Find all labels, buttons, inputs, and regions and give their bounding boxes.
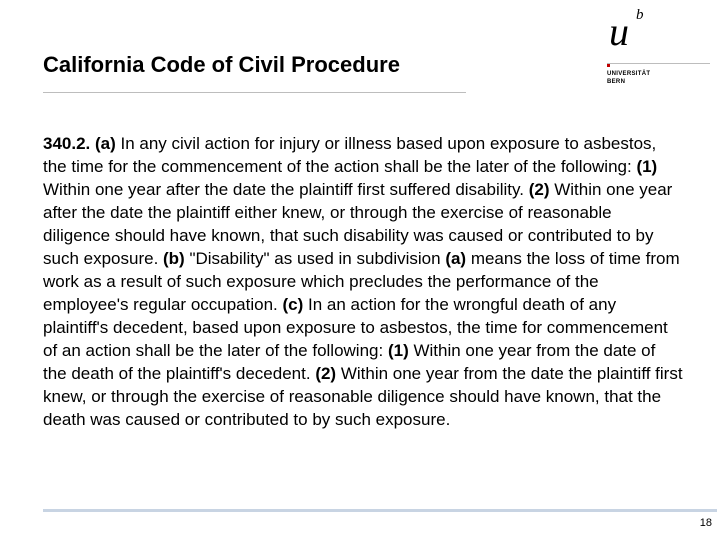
- logo-wordmark: [607, 70, 650, 86]
- footer-divider: [43, 509, 717, 512]
- logo-city: BERN: [607, 79, 626, 85]
- header-divider: [43, 92, 466, 93]
- statute-text: [43, 132, 683, 431]
- statute-text-segment: Within one year from the date the plaintiff first knew, or through the exercise of reasonable diligence should have known, that the death was caused or contributed to by such exposure.: [43, 364, 683, 429]
- logo-accent-mark: [607, 64, 610, 67]
- subsection-marker: (1): [636, 157, 658, 176]
- logo-superscript: b: [636, 7, 644, 23]
- subsection-marker: (1): [387, 341, 409, 360]
- logo-mark: u: [609, 9, 629, 54]
- university-logo: [607, 8, 717, 93]
- subsection-marker: (b): [163, 249, 185, 268]
- statute-text-segment: Within one year after the date the plaintiff either knew, or through the exercise of reasonable diligence should have known, that such disability was caused or contributed to by such exposure.: [43, 180, 673, 268]
- statute-text-segment: means the loss of time from work as a result of such exposure which precludes the performance of the employee's regular occupation.: [43, 249, 680, 314]
- logo-divider: [607, 63, 710, 64]
- statute-text-segment: In any civil action for injury or illness based upon exposure to asbestos, the time for the commencement of the action shall be the later of the following:: [43, 134, 657, 176]
- subsection-marker: (c): [282, 295, 304, 314]
- subsection-marker: (a): [445, 249, 467, 268]
- statute-text-segment: "Disability" as used in subdivision: [184, 249, 446, 268]
- subsection-marker: (2): [528, 180, 550, 199]
- slide-title: California Code of Civil Procedure: [43, 52, 400, 77]
- statute-text-segment: In an action for the wrongful death of any plaintiff's decedent, based upon exposure to asbestos, the time for commencement of an action shall be the later of the following:: [43, 295, 668, 360]
- logo-university: UNIVERSITÄT: [607, 71, 651, 77]
- statute-text-segment: Within one year after the date the plaintiff first suffered disability.: [43, 180, 529, 199]
- statute-text-segment: Within one year from the date of the death of the plaintiff's decedent.: [43, 341, 656, 383]
- subsection-marker: (2): [315, 364, 337, 383]
- page-number: 18: [699, 517, 712, 529]
- subsection-marker: 340.2. (a): [43, 134, 116, 153]
